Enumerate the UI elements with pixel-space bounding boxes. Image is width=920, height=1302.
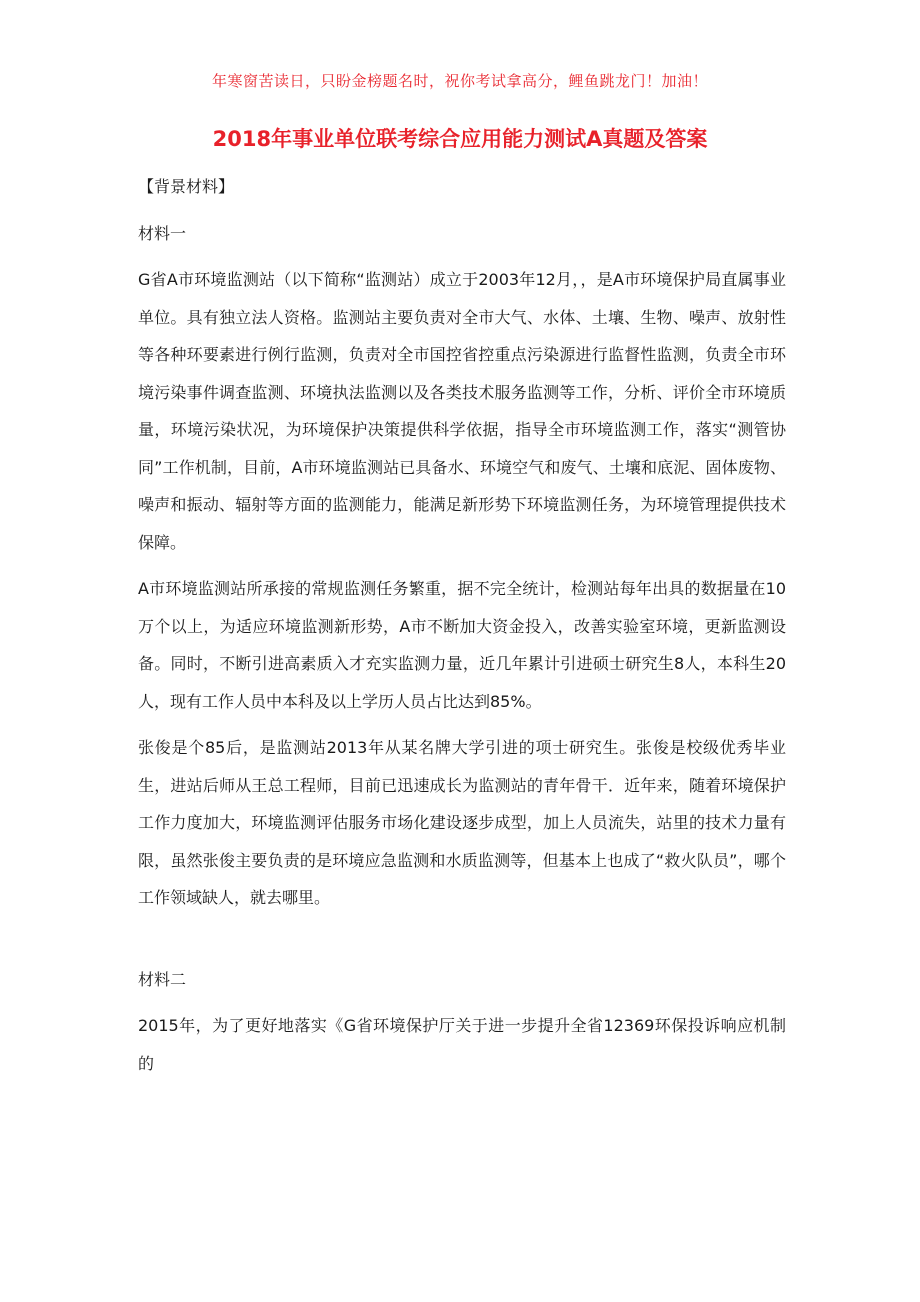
page-title: 2018年事业单位联考综合应用能力测试A真题及答案 xyxy=(212,127,708,151)
material-one-paragraph: G省A市环境监测站（以下简称“监测站）成立于2003年12月，，是A市环境保护局直属事业单位。具有独立法人资格。监测站主要负责对全市大气、水体、土壤、生物、噪声、放射性等各种环要素进行例行监测，负责对全市国控省控重点污染源进行监督性监测，负责全市环境污染事件调查监测、环境执法监测以及各类技术服务监测等工作，分析、评价全市环境质量，环境污染状况，为环境保护决策提供科学依据，指导全市环境监测工作，落实“测管协同”工作机制，目前，A市环境监测站已具备水、环境空气和废气、土壤和底泥、固体废物、噪声和振动、辐射等方面的监测能力，能满足新形势下环境监测任务，为环境管理提供技术保障。 xyxy=(138,270,786,552)
material-two-heading: 材料二 xyxy=(138,969,187,989)
header-slogan: 年寒窗苦读日，只盼金榜题名时，祝你考试拿高分，鲤鱼跳龙门！加油！ xyxy=(211,72,708,90)
material-two-paragraph: 2015年，为了更好地落实《G省环境保护厅关于进一步提升全省12369环保投诉响应机制的 xyxy=(138,1016,786,1073)
material-one-paragraph: 张俊是个85后，是监测站2013年从某名牌大学引进的项士研究生。张俊是校级优秀毕业生，进站后师从王总工程师，目前已迅速成长为监测站的青年骨干．近年来，随着环境保护工作力度加大，环境监测评估服务市场化建设逐步成型，加上人员流失，站里的技术力量有限，虽然张俊主要负责的是环境应急监测和水质监测等，但基本上也成了“救火队员”，哪个工作领域缺人，就去哪里。 xyxy=(138,738,786,907)
material-one-paragraph: A市环境监测站所承接的常规监测任务繁重，据不完全统计，检测站每年出具的数据量在10万个以上，为适应环境监测新形势，A市不断加大资金投入，改善实验室环境，更新监测设备。同时，不断引进高素质入才充实监测力量，近几年累计引进硕士研究生8人，本科生20人，现有工作人员中本科及以上学历人员占比达到85%。 xyxy=(138,579,786,711)
material-one-heading: 材料一 xyxy=(138,223,187,243)
document-body xyxy=(138,168,786,1082)
section-label: 【背景材料】 xyxy=(138,177,235,196)
